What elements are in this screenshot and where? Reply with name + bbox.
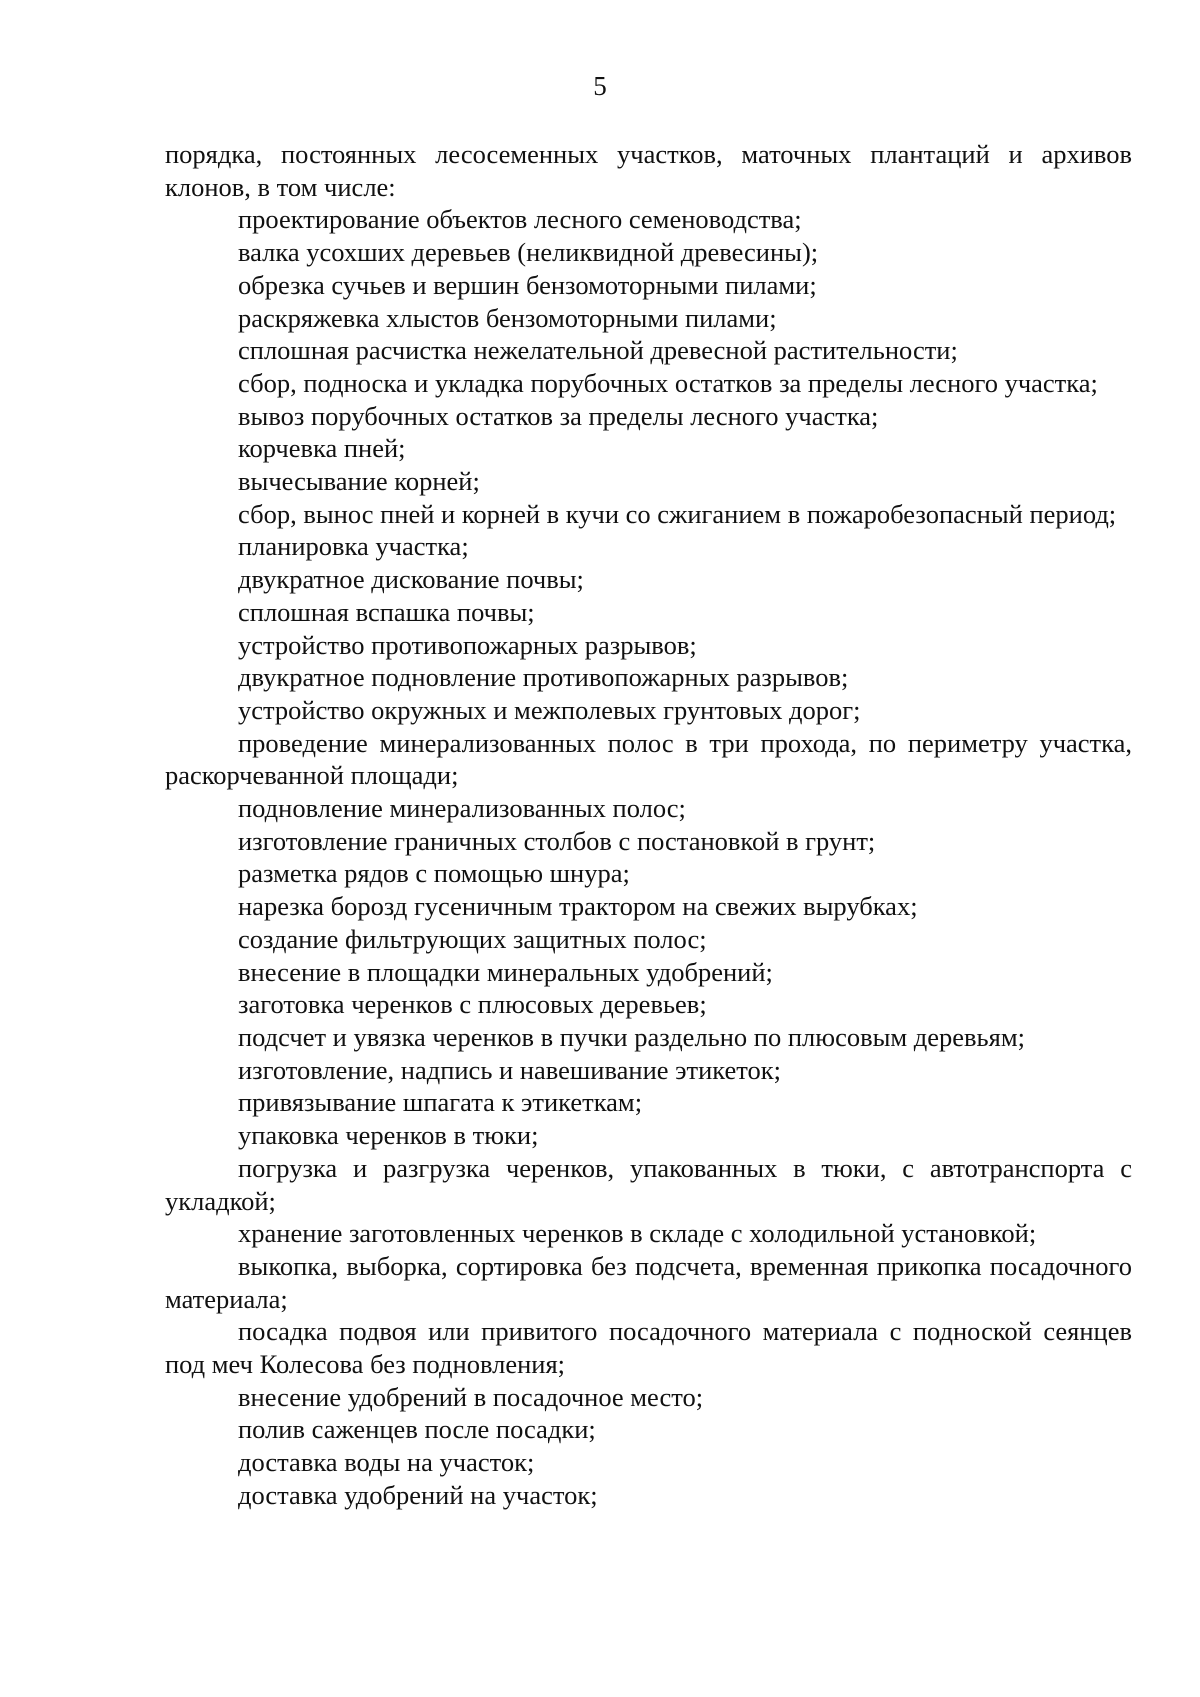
list-item: валка усохших деревьев (неликвидной древесины);: [238, 237, 819, 268]
list-item: изготовление граничных столбов с постановкой в грунт;: [238, 825, 876, 856]
list-item: хранение заготовленных черенков в складе с холодильной установкой;: [238, 1218, 1037, 1249]
list-item: подновление минерализованных полос;: [238, 793, 686, 824]
list-item: подсчет и увязка черенков в пучки раздельно по плюсовым деревьям;: [238, 1021, 1025, 1052]
list-item: создание фильтрующих защитных полос;: [238, 923, 707, 954]
list-item: доставка удобрений на участок;: [238, 1479, 598, 1510]
page-number: 5: [593, 71, 607, 101]
list-item: корчевка пней;: [238, 433, 406, 464]
list-item: внесение в площадки минеральных удобрений;: [238, 956, 773, 987]
list-item: раскряжевка хлыстов бензомоторными пилами;: [238, 302, 777, 333]
list-item: вывоз порубочных остатков за пределы лесного участка;: [238, 400, 879, 431]
list-item: планировка участка;: [238, 531, 469, 562]
list-item: заготовка черенков с плюсовых деревьев;: [238, 989, 707, 1020]
list-item: внесение удобрений в посадочное место;: [238, 1381, 704, 1412]
list-item: обрезка сучьев и вершин бензомоторными пилами;: [238, 269, 817, 300]
list-item: полив саженцев после посадки;: [238, 1414, 596, 1445]
list-item: сбор, подноска и укладка порубочных остатков за пределы лесного участка;: [238, 367, 1098, 398]
list-item: устройство окружных и межполевых грунтовых дорог;: [238, 694, 861, 725]
list-item: упаковка черенков в тюки;: [238, 1120, 539, 1151]
list-item: сплошная расчистка нежелательной древесной растительности;: [238, 335, 958, 366]
list-item: изготовление, надпись и навешивание этикеток;: [238, 1054, 781, 1085]
list-item: проектирование объектов лесного семеноводства;: [238, 204, 802, 235]
list-item: привязывание шпагата к этикеткам;: [238, 1087, 643, 1118]
list-item: разметка рядов с помощью шнура;: [238, 858, 630, 889]
list-item: доставка воды на участок;: [238, 1447, 535, 1478]
list-item: проведение минерализованных полос в три прохода, по периметру участка, раскорчеванной площади;: [165, 727, 1132, 791]
list-item: вычесывание корней;: [238, 466, 480, 497]
list-item: погрузка и разгрузка черенков, упакованных в тюки, с автотранспорта с укладкой;: [165, 1152, 1132, 1216]
list-item: посадка подвоя или привитого посадочного материала с подноской сеянцев под меч Колесова без подновления;: [165, 1316, 1132, 1380]
paragraph: порядка, постоянных лесосеменных участков, маточных плантаций и архивов клонов, в том числе:: [165, 139, 1132, 202]
list-item: устройство противопожарных разрывов;: [238, 629, 697, 660]
list-item: двукратное подновление противопожарных разрывов;: [238, 662, 849, 693]
list-item: сбор, вынос пней и корней в кучи со сжиганием в пожаробезопасный период;: [238, 498, 1117, 529]
list-item: нарезка борозд гусеничным трактором на свежих вырубках;: [238, 891, 918, 922]
list-item: сплошная вспашка почвы;: [238, 596, 535, 627]
document-body: [165, 138, 1132, 1512]
list-item: выкопка, выборка, сортировка без подсчета, временная прикопка посадочного материала;: [165, 1250, 1132, 1314]
list-item: двукратное дискование почвы;: [238, 564, 584, 595]
